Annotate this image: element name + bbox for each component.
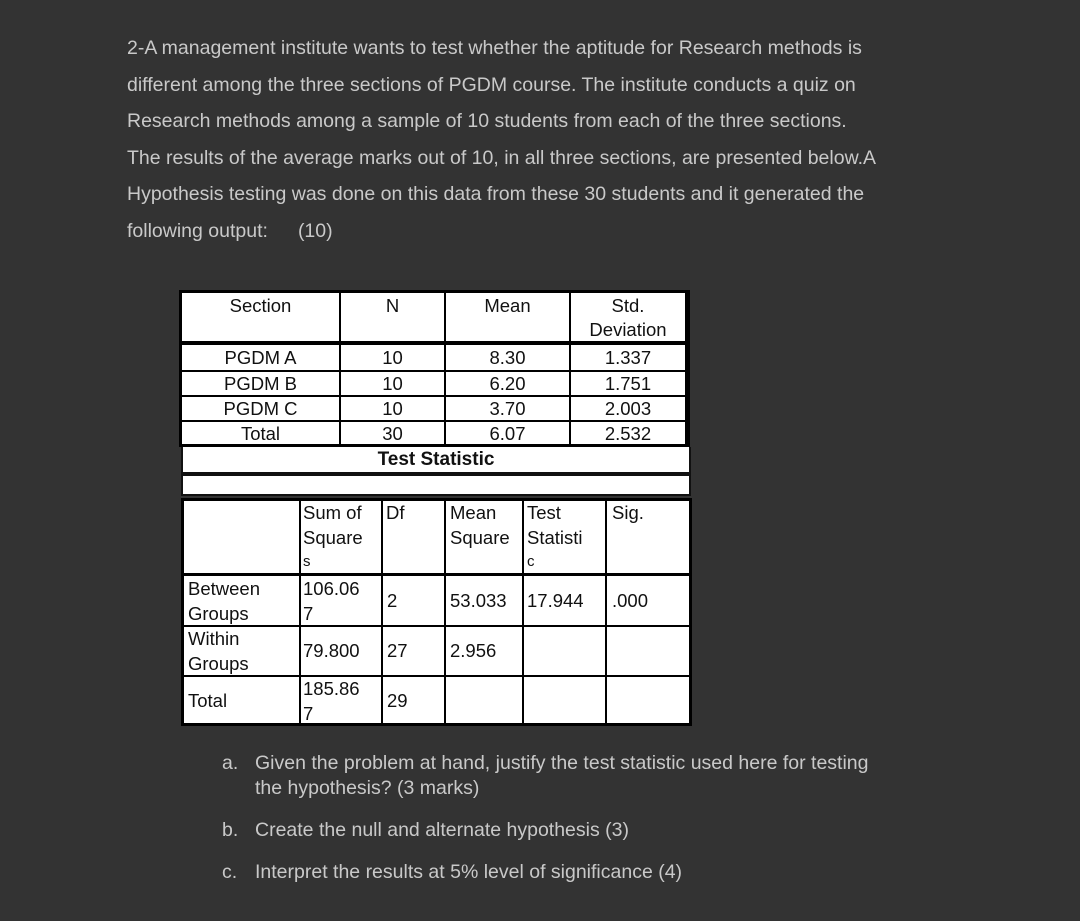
descriptives-table [179, 290, 690, 447]
row-label-line: Groups [188, 602, 249, 624]
header-sig: Sig. [612, 502, 644, 523]
header-df: Df [386, 502, 405, 523]
row-sig: .000 [612, 590, 649, 611]
header-ts-line: c [527, 553, 535, 570]
row-sd: 1.751 [604, 373, 652, 394]
row-label [188, 577, 260, 626]
row-label-line: Groups [188, 652, 249, 674]
header-section: Section [229, 295, 292, 316]
row-ms: 2.956 [450, 640, 497, 661]
row-ss [303, 677, 360, 726]
question-last-text: following output: [127, 219, 268, 242]
sub-question-line: Given the problem at hand, justify the test statistic used here for testing [255, 752, 869, 774]
row-label-line: Total [188, 690, 228, 711]
row-sd: 1.337 [604, 347, 652, 368]
row-df: 29 [387, 690, 408, 711]
sub-question-label: c. [222, 861, 238, 883]
header-sum-of-squares [303, 501, 363, 575]
row-ss-line: 106.06 [303, 578, 360, 599]
row-mean: 6.07 [489, 423, 526, 444]
row-sd: 2.532 [604, 423, 652, 444]
header-ms-line: Mean [450, 502, 497, 523]
sub-question-label: b. [222, 819, 239, 841]
test-statistic-band [181, 447, 691, 474]
row-sd: 2.003 [604, 398, 652, 419]
row-n: 10 [382, 373, 403, 394]
sub-question-line: the hypothesis? (3 marks) [255, 777, 480, 799]
row-ss-line: 7 [303, 602, 314, 624]
question-line: different among the three sections of PGDM course. The institute conducts a quiz on [127, 73, 856, 96]
header-deviation: Deviation [589, 319, 667, 340]
sub-question-label: a. [222, 752, 239, 774]
row-f: 17.944 [527, 590, 584, 611]
anova-table [181, 498, 692, 726]
header-ss-line: s [303, 553, 311, 570]
row-mean: 3.70 [489, 398, 526, 419]
row-mean: 8.30 [489, 347, 526, 368]
row-ss-line: 7 [303, 702, 314, 724]
row-section: Total [240, 423, 281, 444]
row-ss-line: 185.86 [303, 678, 360, 699]
header-mean-square [450, 501, 510, 550]
header-ms-line: Square [450, 526, 510, 548]
row-n: 10 [382, 347, 403, 368]
sub-question-line: Create the null and alternate hypothesis (3) [255, 819, 629, 841]
row-df: 27 [387, 640, 408, 661]
question-marks: (10) [297, 219, 333, 242]
header-mean: Mean [484, 295, 531, 316]
row-ss-line: 79.800 [303, 640, 360, 661]
header-n: N [385, 295, 400, 316]
header-test-statistic [527, 501, 583, 575]
row-ms: 53.033 [450, 590, 507, 611]
row-ss [303, 639, 360, 664]
row-n: 10 [382, 398, 403, 419]
row-label-line: Between [188, 578, 260, 599]
sub-question-line: Interpret the results at 5% level of significance (4) [255, 861, 683, 883]
header-std: Std. [611, 295, 645, 316]
row-section: PGDM A [224, 347, 297, 368]
header-ss-line: Sum of [303, 502, 362, 523]
row-df: 2 [387, 590, 398, 611]
blank-band [181, 474, 691, 496]
question-line-last [127, 213, 957, 250]
question-line: Hypothesis testing was done on this data from these 30 students and it generated the [127, 183, 865, 205]
question-text [127, 30, 957, 249]
header-ts-line: Test [527, 502, 561, 523]
row-section: PGDM C [223, 398, 298, 419]
row-section: PGDM B [224, 373, 297, 394]
question-line: The results of the average marks out of 10, in all three sections, are presented below.A [127, 146, 876, 169]
row-n: 30 [382, 423, 403, 444]
header-ss-line: Square [303, 526, 363, 548]
row-label [188, 627, 249, 676]
question-line: Research methods among a sample of 10 students from each of the three sections. [127, 110, 847, 132]
row-mean: 6.20 [489, 373, 526, 394]
row-label [188, 689, 227, 714]
row-ss [303, 577, 360, 626]
row-label-line: Within [188, 628, 240, 649]
question-line: 2-A management institute wants to test whether the aptitude for Research methods is [127, 37, 862, 59]
header-ts-line: Statisti [527, 526, 583, 548]
test-statistic-title: Test Statistic [377, 449, 495, 470]
